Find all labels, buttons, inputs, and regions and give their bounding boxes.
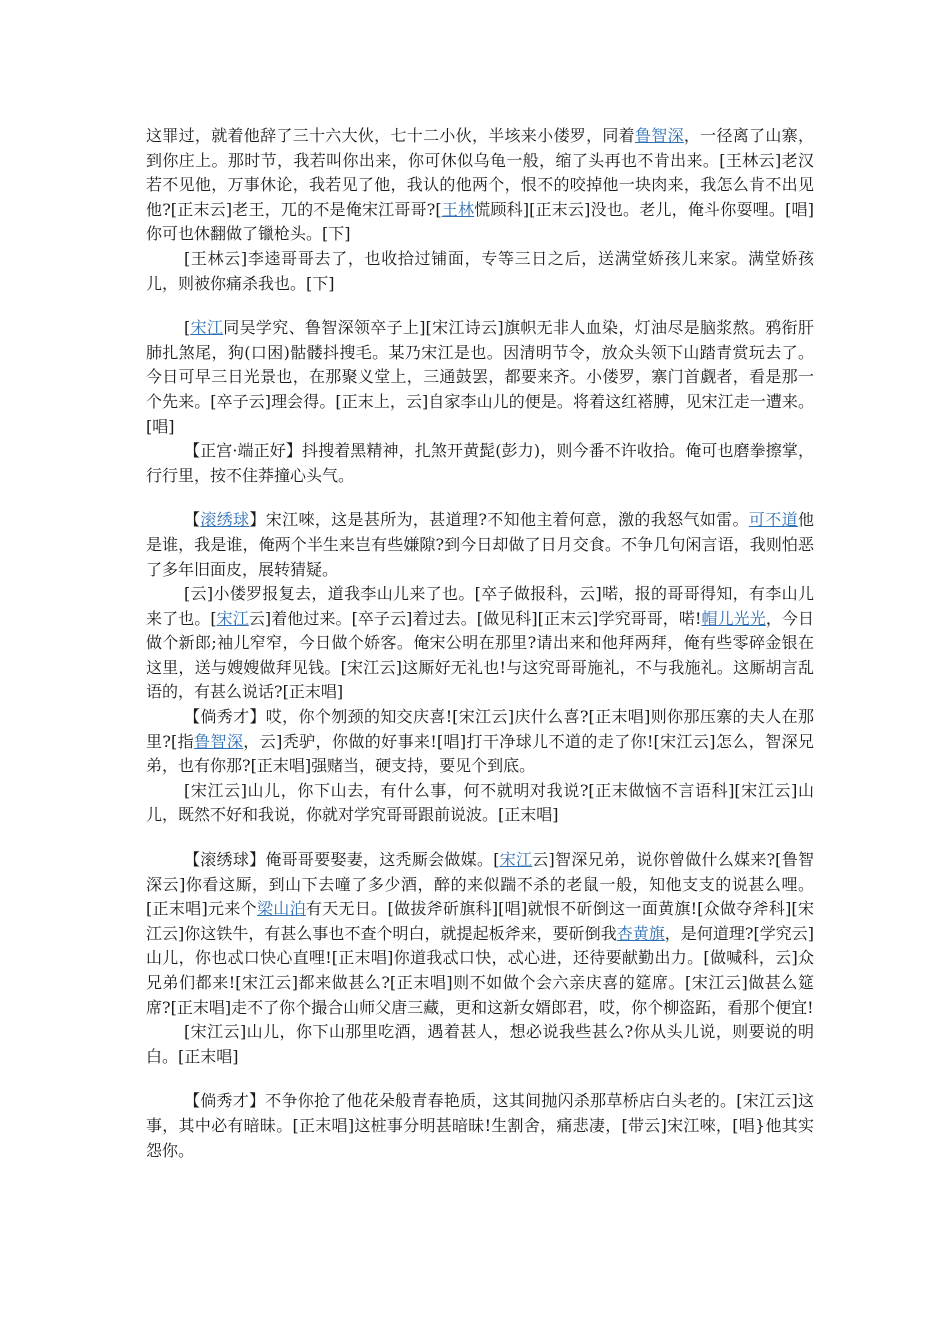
paragraph-gap (146, 488, 814, 508)
text-segment: [ (184, 318, 191, 338)
text-segment: 同吴学究、鲁智深领卒子上][宋江诗云]旗帜无非人血染，灯油尽是脑浆熬。鸦衔肝肺扎煞尾，狗(口困)骷髅抖搜毛。某乃宋江是也。因清明节令，放众头领下山踏青赏玩去了。今日可早三日光景也，在那聚义堂上，三通鼓罢，都要来齐。小偻罗，寨门首觑者，看是那一个先来。[卒子云]理会得。[正末上，云]自家李山儿的便是。将着这红褡膊，见宋江走一遭来。[唱] (146, 318, 814, 436)
text-segment: ，是何道理?[学究云]山儿，你也忒口快心直哩![正末唱]你道我忒口快，忒心进，还待要献勤出力。[做喊科，云]众兄弟们都来![宋江云]都来做甚么?[正末唱]则不如做个会六亲庆喜的筵席。[宋江云]做甚么筵席?[正末唱]走不了你个撮合山师父唐三藏，更和这新女婿郎君，哎，你个柳盗跖，看那个便宜! (146, 923, 814, 1017)
document-body (146, 124, 814, 1163)
inline-link[interactable]: 杏黄旗 (616, 923, 665, 943)
text-segment: ，今日做个新郎;袖儿窄窄，今日做个娇客。俺宋公明在那里?请出来和他拜两拜，俺有些零碎金银在这里，送与嫂嫂做拜见钱。[宋江云]这厮好无礼也!与这究哥哥施礼，不与我施礼。这厮胡言乱语的，有甚么说话?[正末唱] (146, 608, 814, 702)
text-segment: [宋江云]山儿，你下山那里吃酒，遇着甚人，想必说我些甚么?你从头儿说，则要说的明白。[正末唱] (146, 1022, 814, 1066)
paragraph (146, 705, 814, 779)
paragraph (146, 439, 814, 488)
text-segment: [宋江云]山儿，你下山去，有什么事，何不就明对我说?[正末做恼不言语科][宋江云]山儿，既然不好和我说，你就对学究哥哥跟前说波。[正末唱] (146, 780, 814, 825)
inline-link[interactable]: 鲁智深 (634, 126, 684, 145)
text-segment: 【倘秀才】不争你抢了他花朵般青春艳质，这其间抛闪杀那草桥店白头老的。[宋江云]这事，其中必有暗昧。[正末唱]这桩事分明甚暗昧!生割舍，痛悲凄，[带云]宋江唻，[唱}他其实怨你。 (146, 1091, 814, 1160)
paragraph-gap (146, 296, 814, 316)
inline-link[interactable]: 鲁智深 (194, 731, 244, 751)
text-segment: 【滚绣球】俺哥哥要娶妻，这秃厮会做媒。[ (184, 850, 500, 870)
text-segment: 这罪过，就着他辞了三十六大伙，七十二小伙，半垓来小偻罗，同着 (146, 126, 635, 145)
text-segment: [王林云]李逵哥哥去了，也收拾过铺面，专等三日之后，送满堂娇孩儿来家。满堂娇孩儿，则被你痛杀我也。[下] (146, 248, 814, 293)
inline-link[interactable]: 滚绣球 (200, 510, 250, 530)
inline-link[interactable]: 宋江 (499, 850, 533, 870)
text-segment: 有天无日。[做拔斧斫旗科][唱]就恨不斫倒这一面黄旗![众做夺斧科][宋江云]你这铁牛，有甚么事也不查个明白，就提起板斧来，要斫倒我 (146, 899, 814, 943)
paragraph (146, 582, 814, 705)
text-segment: 【 (184, 510, 201, 530)
text-segment: 他是谁，我是谁，俺两个半生来岂有些嫌隙?到今日却做了日月交食。不争几句闲言语，我则怕恶了多年旧面皮，展转猜疑。 (146, 510, 814, 579)
paragraph (146, 316, 814, 439)
text-segment: 慌顾科][正末云]没也。老儿，俺斗你耍哩。[唱]你可也休翻做了镴枪头。[下] (146, 199, 814, 244)
inline-link[interactable]: 王林 (441, 199, 475, 219)
paragraph (146, 247, 814, 296)
text-segment: [云]小偻罗报复去，道我李山儿来了也。[卒子做报科，云]喏，报的哥哥得知，有李山儿来了也。[ (146, 584, 814, 628)
inline-link[interactable]: 梁山泊 (256, 899, 306, 919)
text-segment: 云]智深兄弟，说你曾做什么媒来?[鲁智深云]你看这厮，到山下去噇了多少酒，醉的来似踹不杀的老鼠一般，知他支支的说甚么哩。[正末唱]元来个 (146, 850, 814, 919)
paragraph-gap (146, 828, 814, 848)
text-segment: 云]着他过来。[卒子云]着过去。[做见科][正末云]学究哥哥，喏! (248, 608, 702, 628)
text-segment: 【倘秀才】哎，你个刎颈的知交庆喜![宋江云]庆什么喜?[正末唱]则你那压寨的夫人在那里?[指 (146, 707, 814, 751)
text-segment: 【正宫·端正好】抖搜着黑精神，扎煞开黄髭(彭力)，则今番不许收拾。俺可也磨拳擦掌，行行里，按不住莽撞心头气。 (146, 441, 814, 485)
paragraph (146, 1020, 814, 1069)
paragraph (146, 124, 814, 247)
paragraph (146, 1089, 814, 1163)
text-segment: ，一径离了山寨，到你庄上。那时节，我若叫你出来，你可休似乌龟一般，缩了头再也不肯出来。[王林云]老汉若不见他，万事休论，我若见了他，我认的他两个，恨不的咬掉他一块肉来，我怎么肯不出见他?[正末云]老王，兀的不是俺宋江哥哥?[ (146, 126, 814, 219)
text-segment: ，云]秃驴，你做的好事来![唱]打干净球儿不道的走了你![宋江云]怎么，智深兄弟，也有你那?[正末唱]强赌当，硬支持，要见个到底。 (146, 731, 814, 776)
paragraph (146, 848, 814, 1020)
text-segment: 】宋江唻，这是甚所为，甚道理?不知他主着何意，激的我怒气如雷。 (249, 510, 749, 530)
inline-link[interactable]: 宋江 (216, 608, 249, 628)
inline-link[interactable]: 可不道 (748, 510, 798, 530)
inline-link[interactable]: 宋江 (190, 318, 224, 338)
paragraph-gap (146, 1069, 814, 1089)
inline-link[interactable]: 帽儿光光 (701, 608, 766, 628)
paragraph (146, 508, 814, 582)
paragraph (146, 779, 814, 828)
